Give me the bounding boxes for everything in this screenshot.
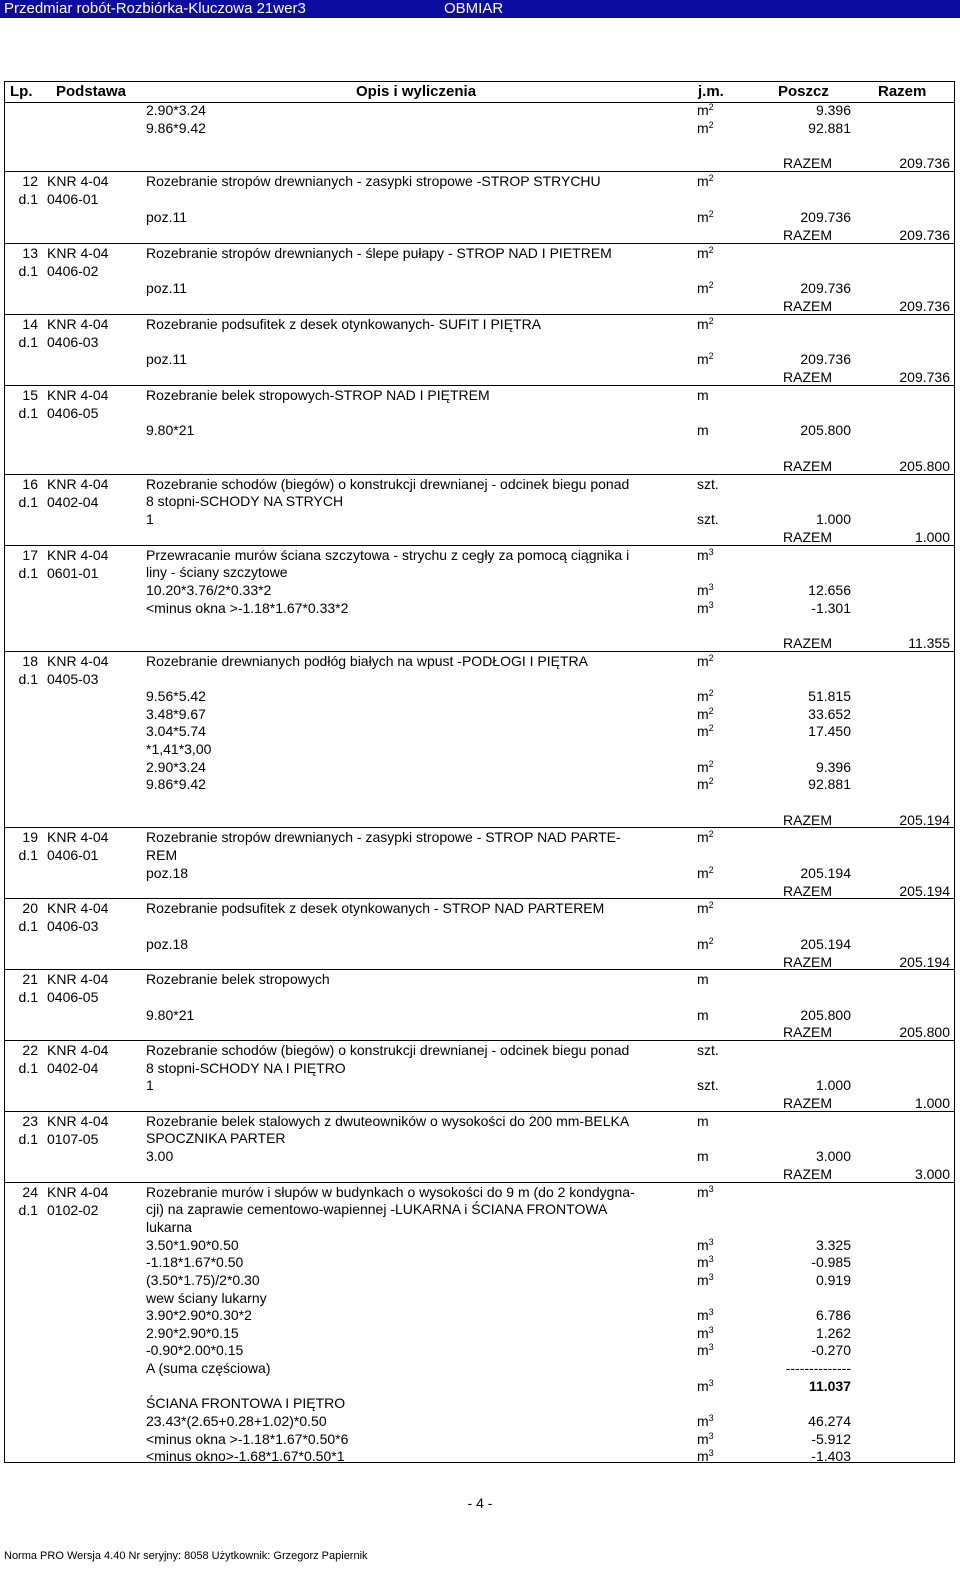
catalog-code: KNR 4-04 (47, 653, 109, 669)
partial-value: 1.262 (815, 1325, 851, 1341)
catalog-table: d.1 (18, 1202, 38, 1218)
partial-value: 0.919 (815, 1272, 851, 1288)
item-description: Przewracanie murów ściana szczytowa - strychu z cegły za pomocą ciągnika i (146, 547, 630, 563)
razem-label: RAZEM (783, 227, 832, 243)
calculation-line: 8 stopni-SCHODY NA I PIĘTRO (146, 1060, 346, 1076)
item-description: Rozebranie belek stalowych z dwuteowników o wysokości do 200 mm-BELKA (146, 1113, 630, 1129)
unit: m (697, 1113, 709, 1129)
partial-value: 92.881 (808, 120, 851, 136)
razem-value: 205.800 (899, 1024, 950, 1040)
catalog-table: d.1 (18, 847, 38, 863)
item-description: Rozebranie belek stropowych-STROP NAD I PIĘTREM (146, 387, 490, 403)
row-separator (4, 1040, 954, 1041)
razem-value: 209.736 (899, 155, 950, 171)
catalog-table: d.1 (18, 918, 38, 934)
unit: $m^2$ (697, 829, 714, 845)
calculation-line: <minus okna >-1.18*1.67*0.33*2 (146, 600, 349, 616)
position-number: 14 (22, 316, 38, 332)
calculation-line: poz.18 (146, 865, 189, 881)
position-quantity: 205.800 (800, 1007, 851, 1023)
unit: $m^3$ (697, 582, 714, 598)
catalog-table: d.1 (18, 671, 38, 687)
razem-value: 205.194 (899, 954, 950, 970)
calculation-line: 1 (146, 511, 154, 527)
unit: $m^2$ (697, 280, 714, 296)
razem-label: RAZEM (783, 812, 832, 828)
unit: $m^2$ (697, 688, 714, 704)
calculation-line: poz.11 (146, 280, 187, 296)
catalog-table: d.1 (18, 494, 38, 510)
partial-value: -0.985 (811, 1254, 851, 1270)
column-header-jm: j.m. (698, 83, 724, 100)
calculation-line: 23.43*(2.65+0.28+1.02)*0.50 (146, 1413, 327, 1429)
calculation-line: 3.04*5.74 (146, 723, 206, 739)
catalog-item: 0601-01 (47, 565, 99, 581)
row-separator (4, 1182, 954, 1183)
unit: $m^2$ (697, 351, 714, 367)
position-number: 23 (22, 1113, 38, 1129)
calculation-line: 8 stopni-SCHODY NA STRYCH (146, 493, 344, 509)
catalog-table: d.1 (18, 263, 38, 279)
catalog-item: 0405-03 (47, 671, 99, 687)
partial-value: -5.912 (811, 1431, 851, 1447)
position-quantity: 209.736 (800, 280, 851, 296)
partial-value: 3.325 (815, 1237, 851, 1253)
calculation-line: wew ściany lukarny (146, 1290, 267, 1306)
row-separator (4, 969, 954, 970)
catalog-table: d.1 (18, 565, 38, 581)
razem-value: 1.000 (914, 529, 950, 545)
window-title-bar (0, 0, 960, 18)
catalog-code: KNR 4-04 (47, 1184, 109, 1200)
razem-value: 11.355 (908, 635, 950, 651)
unit: $m^3$ (697, 600, 714, 616)
row-separator (4, 385, 954, 386)
unit: $m^3$ (697, 1184, 714, 1200)
razem-value: 205.194 (899, 812, 950, 828)
calculation-line: -0.90*2.00*0.15 (146, 1342, 244, 1358)
calculation-line: 2.90*3.24 (146, 102, 206, 118)
unit: $m^3$ (697, 1325, 714, 1341)
position-quantity: 1.000 (815, 511, 851, 527)
unit: $m^3$ (697, 1413, 714, 1429)
item-description: Rozebranie murów i słupów w budynkach o wysokości do 9 m (do 2 kondygna- (146, 1184, 635, 1200)
position-quantity: 205.194 (800, 865, 851, 881)
calculation-line: ŚCIANA FRONTOWA I PIĘTRO (146, 1395, 346, 1411)
catalog-table: d.1 (18, 1131, 38, 1147)
unit: $m^2$ (697, 900, 714, 916)
table-border-right (954, 81, 955, 1463)
row-separator (4, 171, 954, 172)
partial-value: 51.815 (808, 688, 851, 704)
razem-value: 3.000 (914, 1166, 950, 1182)
item-description: Rozebranie stropów drewnianych - zasypki stropowe -STROP STRYCHU (146, 173, 601, 189)
unit: $m^2$ (697, 245, 714, 261)
partial-value: -1.301 (811, 600, 851, 616)
position-quantity: 1.000 (815, 1077, 851, 1093)
unit: $m^3$ (697, 1431, 714, 1447)
razem-label: RAZEM (783, 883, 832, 899)
calculation-line: SPOCZNIKA PARTER (146, 1130, 286, 1146)
catalog-item: 0406-01 (47, 847, 99, 863)
item-description: Rozebranie stropów drewnianych - ślepe pułapy - STROP NAD I PIETREM (146, 245, 612, 261)
catalog-table: d.1 (18, 1060, 38, 1076)
calculation-line: 3.48*9.67 (146, 706, 206, 722)
catalog-code: KNR 4-04 (47, 245, 109, 261)
calculation-line: lukarna (146, 1219, 192, 1235)
unit: $m^2$ (697, 759, 714, 775)
row-separator (4, 314, 954, 315)
calculation-line: A (suma częściowa) (146, 1360, 271, 1376)
catalog-code: KNR 4-04 (47, 316, 109, 332)
partial-value: 92.881 (808, 776, 851, 792)
page-number: - 4 - (467, 1495, 493, 1511)
partial-value: 9.396 (815, 759, 851, 775)
catalog-table: d.1 (18, 989, 38, 1005)
partial-value: 46.274 (808, 1413, 851, 1429)
catalog-item: 0406-05 (47, 989, 99, 1005)
razem-label: RAZEM (783, 954, 832, 970)
unit: $m^3$ (697, 1378, 714, 1394)
unit: $m^3$ (697, 1342, 714, 1358)
catalog-item: 0406-05 (47, 405, 99, 421)
item-description: Rozebranie schodów (biegów) o konstrukcji drewnianej - odcinek biegu ponad (146, 476, 630, 492)
calculation-line: *1,41*3,00 (146, 741, 212, 757)
unit: $m^2$ (697, 316, 714, 332)
calculation-line: REM (146, 847, 178, 863)
catalog-item: 0402-04 (47, 494, 99, 510)
unit: $m^3$ (697, 1272, 714, 1288)
partial-value: 6.786 (815, 1307, 851, 1323)
item-description: Rozebranie belek stropowych (146, 971, 330, 987)
partial-value: -1.403 (811, 1448, 851, 1464)
position-number: 21 (22, 971, 38, 987)
razem-value: 1.000 (914, 1095, 950, 1111)
unit: m (697, 422, 709, 438)
catalog-item: 0402-04 (47, 1060, 99, 1076)
catalog-code: KNR 4-04 (47, 900, 109, 916)
calculation-line: 9.80*21 (146, 422, 195, 438)
row-separator (4, 545, 954, 546)
column-header-row (4, 81, 954, 103)
calculation-line: 1 (146, 1077, 154, 1093)
catalog-item: 0107-05 (47, 1131, 99, 1147)
razem-label: RAZEM (783, 155, 832, 171)
position-number: 24 (22, 1184, 38, 1200)
partial-value: 33.652 (808, 706, 851, 722)
razem-label: RAZEM (783, 529, 832, 545)
position-number: 13 (22, 245, 38, 261)
calculation-line: poz.11 (146, 209, 187, 225)
row-separator (4, 474, 954, 475)
catalog-code: KNR 4-04 (47, 1113, 109, 1129)
unit: m (697, 1007, 709, 1023)
catalog-code: KNR 4-04 (47, 1042, 109, 1058)
column-header-poszcz: Poszcz (778, 83, 829, 100)
unit: szt. (697, 476, 719, 492)
unit: m (697, 387, 709, 403)
razem-value: 209.736 (899, 369, 950, 385)
column-header-razem: Razem (878, 83, 927, 100)
catalog-code: KNR 4-04 (47, 829, 109, 845)
calculation-line: cji) na zaprawie cementowo-wapiennej -LUKARNA i ŚCIANA FRONTOWA (146, 1201, 608, 1217)
unit: $m^2$ (697, 706, 714, 722)
razem-label: RAZEM (783, 1166, 832, 1182)
calculation-line: 10.20*3.76/2*0.33*2 (146, 582, 272, 598)
column-header-opis: Opis i wyliczenia (356, 83, 477, 100)
unit: $m^2$ (697, 653, 714, 669)
row-separator (4, 651, 954, 652)
item-description: Rozebranie stropów drewnianych - zasypki stropowe - STROP NAD PARTE- (146, 829, 621, 845)
calculation-line: 3.50*1.90*0.50 (146, 1237, 239, 1253)
column-header-podstawa: Podstawa (56, 83, 127, 100)
catalog-code: KNR 4-04 (47, 971, 109, 987)
unit: $m^2$ (697, 173, 714, 189)
unit: szt. (697, 511, 719, 527)
catalog-table: d.1 (18, 191, 38, 207)
partial-value: 11.037 (808, 1378, 851, 1394)
item-description: Rozebranie schodów (biegów) o konstrukcji drewnianej - odcinek biegu ponad (146, 1042, 630, 1058)
document-title: Przedmiar robót-Rozbiórka-Kluczowa 21wer3 (4, 0, 306, 17)
calculation-line: 9.56*5.42 (146, 688, 206, 704)
position-number: 12 (22, 173, 38, 189)
calculation-line: 9.86*9.42 (146, 120, 206, 136)
partial-value: 17.450 (808, 723, 851, 739)
calculation-line: 3.90*2.90*0.30*2 (146, 1307, 252, 1323)
document-section-tag: OBMIAR (444, 0, 504, 17)
unit: szt. (697, 1042, 719, 1058)
software-footer: Norma PRO Wersja 4.40 Nr seryjny: 8058 Użytkownik: Grzegorz Papiernik (4, 1550, 368, 1562)
unit: $m^2$ (697, 102, 714, 118)
calculation-line: 2.90*3.24 (146, 759, 206, 775)
unit: $m^2$ (697, 120, 714, 136)
razem-value: 209.736 (899, 227, 950, 243)
position-quantity: 205.800 (800, 422, 851, 438)
calculation-line: -1.18*1.67*0.50 (146, 1254, 244, 1270)
position-number: 15 (22, 387, 38, 403)
calculation-line: poz.11 (146, 351, 187, 367)
catalog-item: 0406-02 (47, 263, 99, 279)
catalog-table: d.1 (18, 334, 38, 350)
position-quantity: 3.000 (815, 1148, 851, 1164)
position-number: 16 (22, 476, 38, 492)
razem-value: 205.800 (899, 458, 950, 474)
catalog-code: KNR 4-04 (47, 547, 109, 563)
unit: $m^2$ (697, 865, 714, 881)
razem-value: 209.736 (899, 298, 950, 314)
row-separator (4, 898, 954, 899)
position-number: 17 (22, 547, 38, 563)
catalog-item: 0406-03 (47, 918, 99, 934)
calculation-line: (3.50*1.75)/2*0.30 (146, 1272, 260, 1288)
catalog-code: KNR 4-04 (47, 476, 109, 492)
partial-value: 9.396 (815, 102, 851, 118)
catalog-item: 0102-02 (47, 1202, 99, 1218)
unit: $m^3$ (697, 1448, 714, 1464)
unit: $m^2$ (697, 723, 714, 739)
calculation-line: 3.00 (146, 1148, 174, 1164)
unit: $m^3$ (697, 1307, 714, 1323)
calculation-line: 2.90*2.90*0.15 (146, 1325, 239, 1341)
calculation-line: poz.18 (146, 936, 189, 952)
position-number: 20 (22, 900, 38, 916)
position-number: 19 (22, 829, 38, 845)
unit: m (697, 971, 709, 987)
catalog-code: KNR 4-04 (47, 387, 109, 403)
partial-value: -------------- (785, 1360, 851, 1376)
razem-label: RAZEM (783, 298, 832, 314)
unit: $m^3$ (697, 1237, 714, 1253)
unit: $m^2$ (697, 776, 714, 792)
calculation-line: liny - ściany szczytowe (146, 564, 288, 580)
item-description: Rozebranie podsufitek z desek otynkowanych - STROP NAD PARTEREM (146, 900, 605, 916)
row-separator (4, 827, 954, 828)
unit: $m^2$ (697, 209, 714, 225)
catalog-item: 0406-01 (47, 191, 99, 207)
position-quantity: 205.194 (800, 936, 851, 952)
razem-value: 205.194 (899, 883, 950, 899)
razem-label: RAZEM (783, 1024, 832, 1040)
unit: $m^3$ (697, 1254, 714, 1270)
razem-label: RAZEM (783, 458, 832, 474)
row-separator (4, 1111, 954, 1112)
unit: $m^3$ (697, 547, 714, 563)
column-header-lp: Lp. (10, 83, 33, 100)
partial-value: -0.270 (811, 1342, 851, 1358)
razem-label: RAZEM (783, 635, 832, 651)
catalog-code: KNR 4-04 (47, 173, 109, 189)
calculation-line: 9.86*9.42 (146, 776, 206, 792)
item-description: Rozebranie drewnianych podłóg białych na wpust -PODŁOGI I PIĘTRA (146, 653, 588, 669)
row-separator (4, 243, 954, 244)
partial-value: 12.656 (808, 582, 851, 598)
calculation-line: <minus okna >-1.18*1.67*0.50*6 (146, 1431, 349, 1447)
unit: m (697, 1148, 709, 1164)
unit: $m^2$ (697, 936, 714, 952)
position-number: 22 (22, 1042, 38, 1058)
unit: szt. (697, 1077, 719, 1093)
calculation-line: 9.80*21 (146, 1007, 195, 1023)
table-border-left (4, 81, 5, 1463)
position-quantity: 209.736 (800, 209, 851, 225)
calculation-line: <minus okno>-1.68*1.67*0.50*1 (146, 1448, 345, 1464)
razem-label: RAZEM (783, 1095, 832, 1111)
position-number: 18 (22, 653, 38, 669)
catalog-item: 0406-03 (47, 334, 99, 350)
catalog-table: d.1 (18, 405, 38, 421)
position-quantity: 209.736 (800, 351, 851, 367)
item-description: Rozebranie podsufitek z desek otynkowanych- SUFIT I PIĘTRA (146, 316, 542, 332)
razem-label: RAZEM (783, 369, 832, 385)
